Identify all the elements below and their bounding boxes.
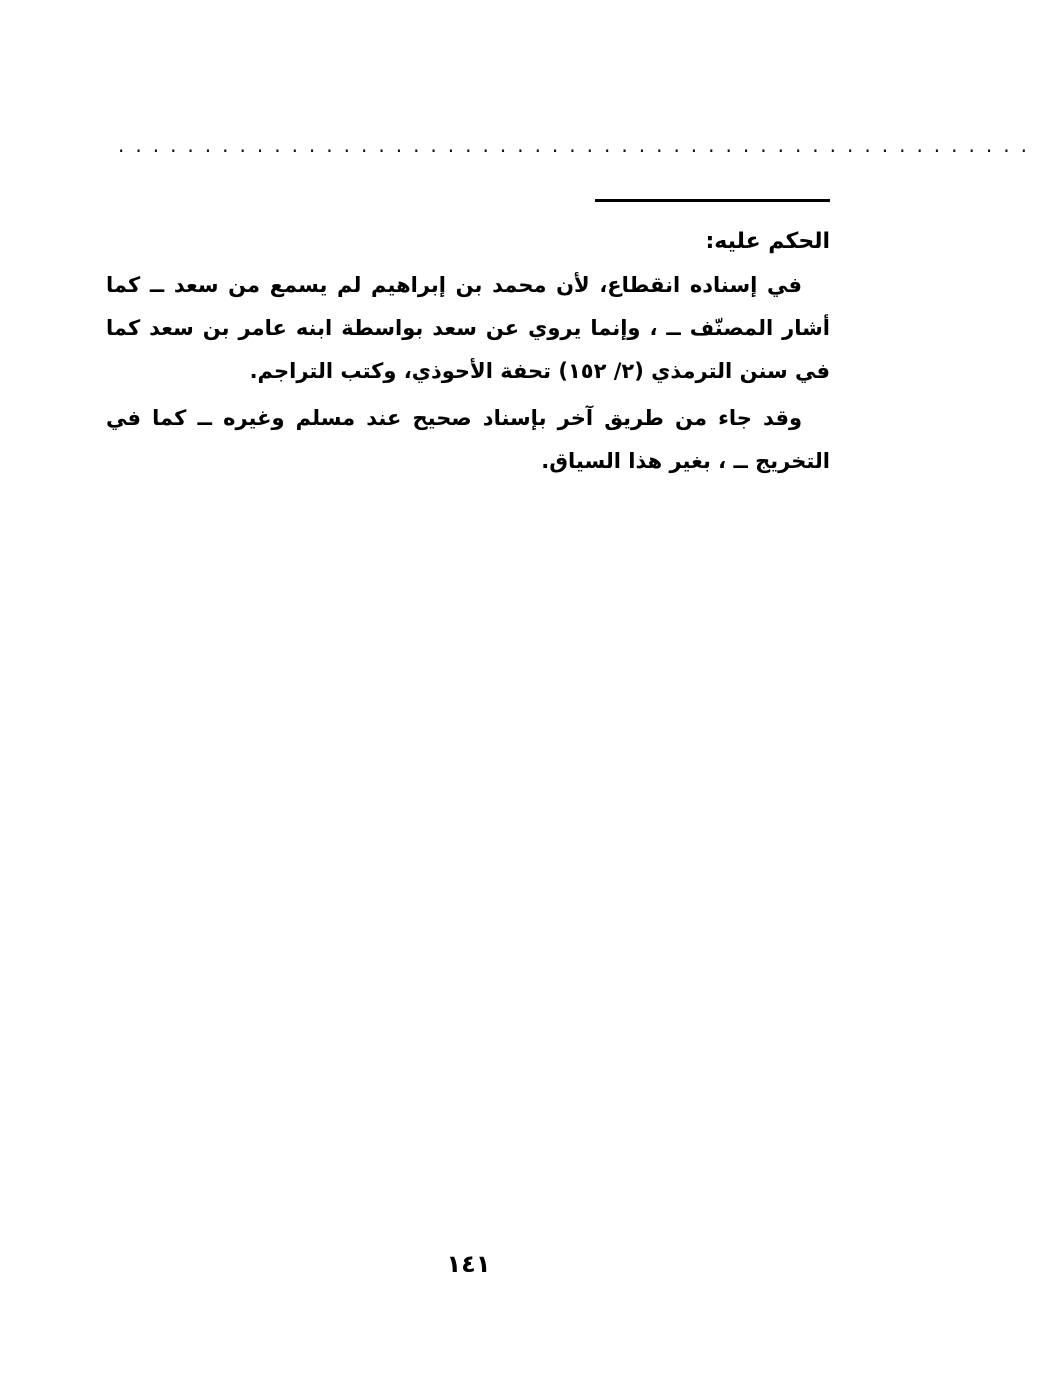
- page-number: ١٤١: [446, 1250, 491, 1278]
- ruling-section: [106, 222, 830, 483]
- paragraph-chain-break: في إسناده انقطاع، لأن محمد بن إبراهيم لم يسمع من سعد ــ كما أشار المصنّف ــ ، وإنما يروي عن سعد بواسطة ابنه عامر بن سعد كما في سنن الترمذي (٢/ ١٥٢) تحفة الأحوذي، وكتب التراجم.: [106, 273, 830, 383]
- paragraph-alternate-route: وقد جاء من طريق آخر بإسناد صحيح عند مسلم وغيره ــ كما في التخريج ــ ، بغير هذا السياق.: [106, 406, 830, 473]
- dotted-separator: .....................................................: [118, 133, 1038, 157]
- section-heading: الحكم عليه:: [705, 229, 830, 254]
- footnote-rule: [595, 199, 830, 202]
